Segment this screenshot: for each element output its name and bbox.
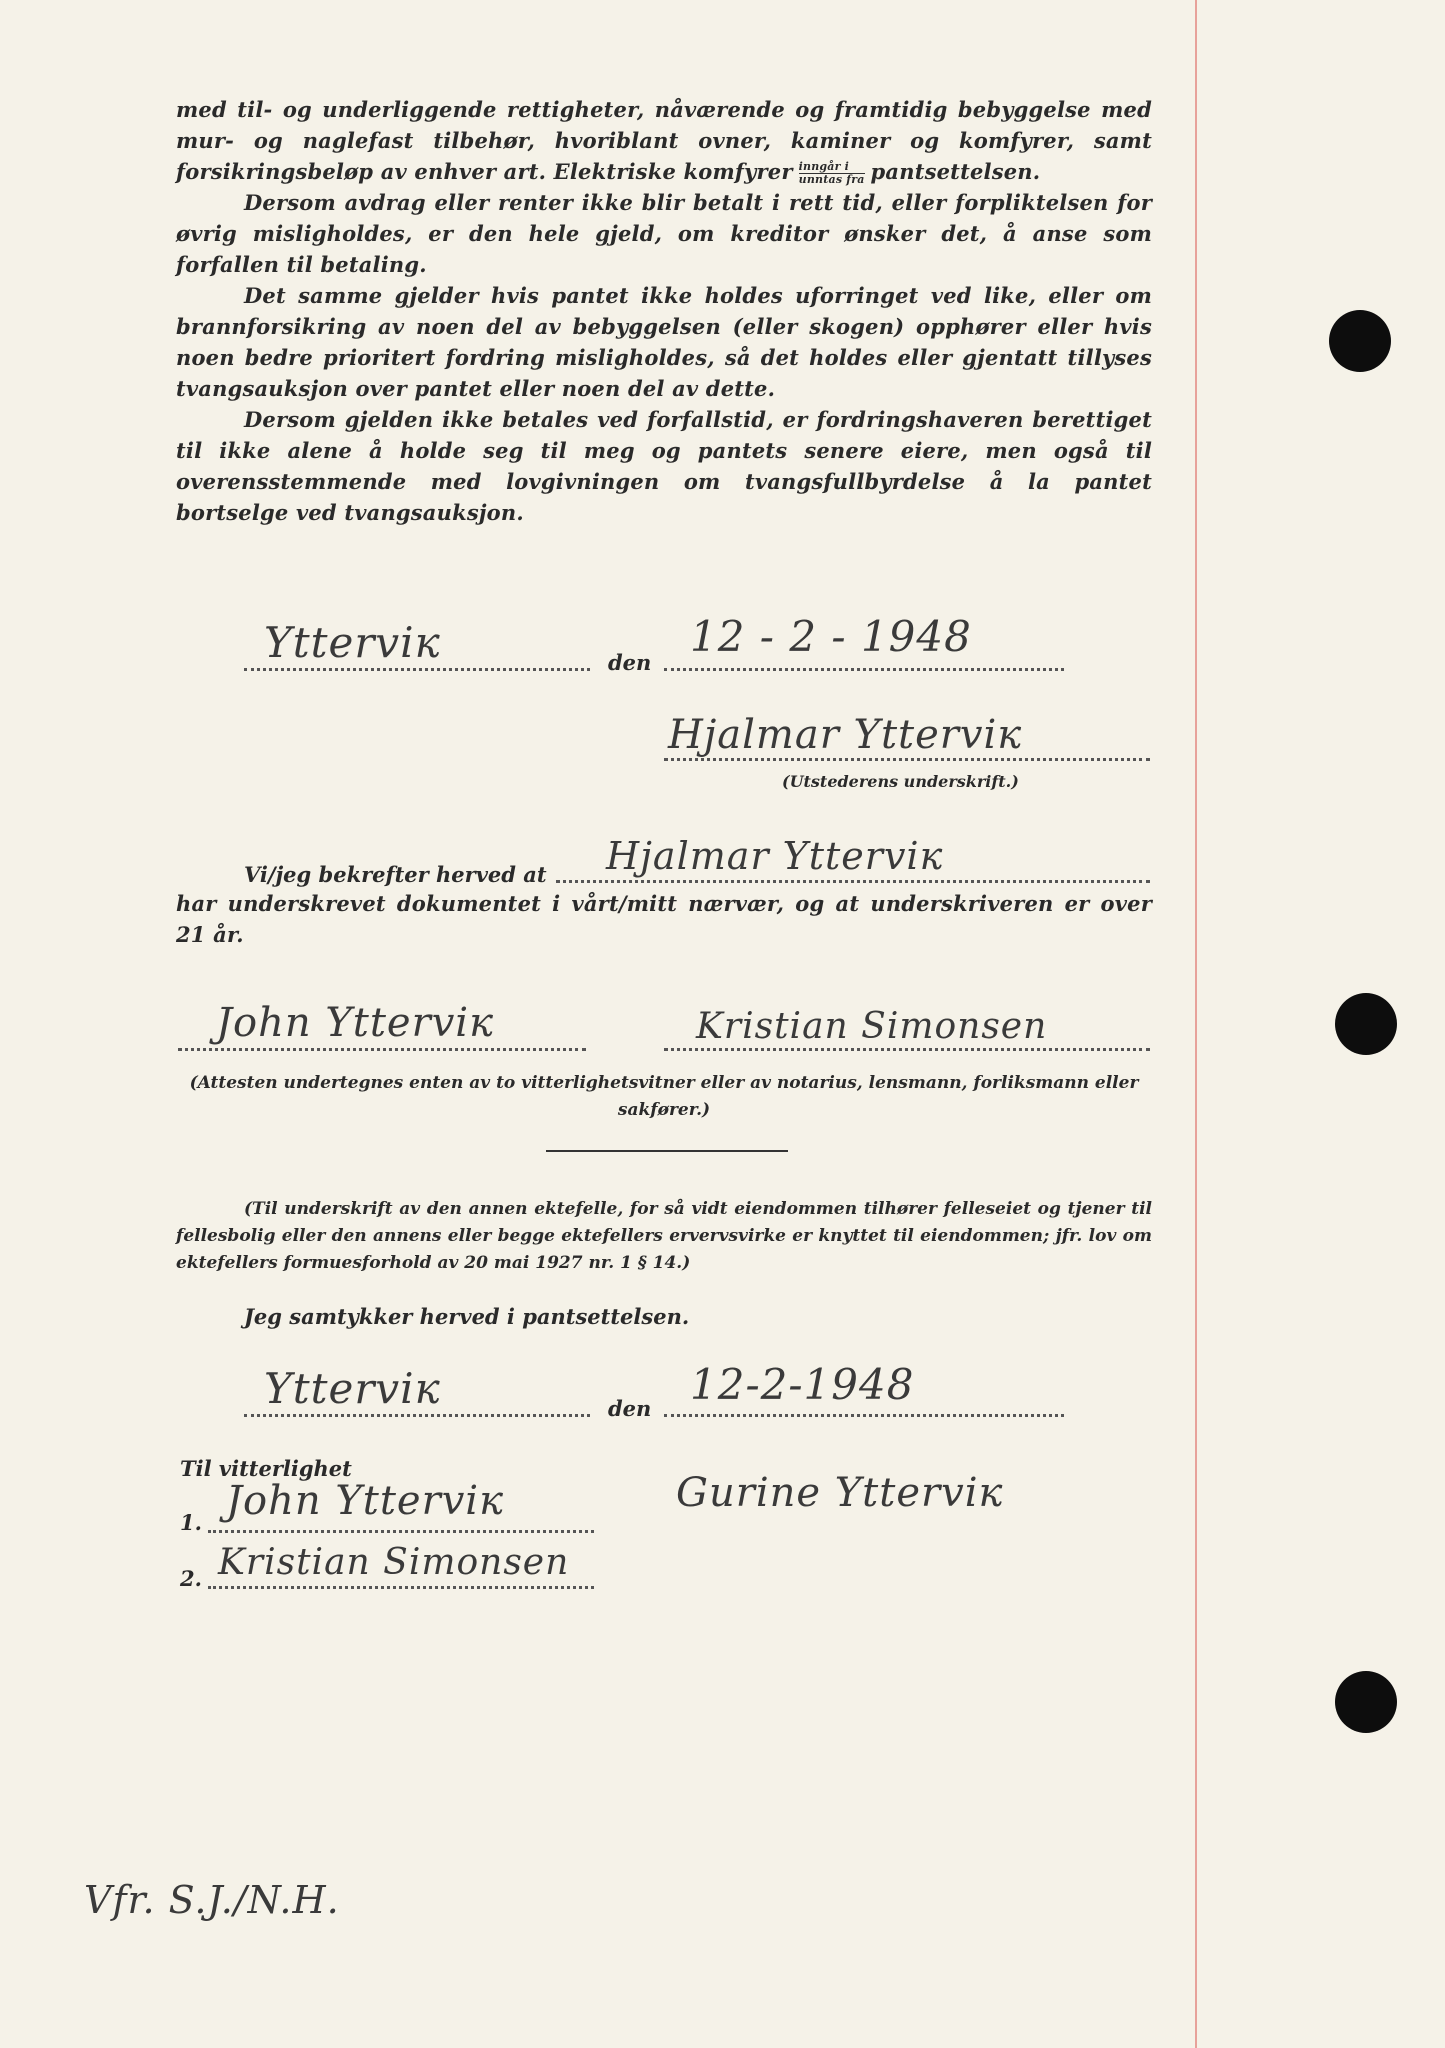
spouse-witness2-line — [208, 1586, 594, 1589]
mortgage-clauses — [176, 94, 1152, 528]
punch-hole — [1335, 1671, 1397, 1733]
attest-note: (Attesten undertegnes enten av to vitterlighetsvitner eller av notarius, lensmann, forliksmann eller sakfører.) — [189, 1073, 1139, 1120]
punch-hole — [1329, 310, 1391, 372]
punch-hole — [1335, 993, 1397, 1055]
place-handwriting: Ytterviк — [264, 618, 441, 667]
spouse-date: 12-2-1948 — [690, 1360, 915, 1409]
attest-rest-text: har underskrevet dokumentet i vårt/mitt nærvær, og at underskriveren er over 21 år. — [176, 891, 1152, 947]
spouse-note: (Til underskrift av den annen ektefelle, for så vidt eiendommen tilhører felleseiet og tjener til fellesbolig eller den annens eller begge ektefellers ervervsvirke er knyttet til eiendommen; jfr. lov om ektefellers formuesforhold av 20 mai 1927 nr. 1 § 14.) — [176, 1199, 1152, 1273]
witness-number-1: 1. — [180, 1510, 202, 1535]
fraction-choice — [799, 161, 865, 186]
witness1-line — [178, 1048, 586, 1051]
attest-witness1: John Ytterviк — [216, 1000, 494, 1046]
spouse-date-line — [664, 1414, 1064, 1417]
date-dotted-line — [664, 668, 1064, 671]
issuer-caption: (Utstederens underskrift.) — [782, 772, 1019, 791]
fraction-top: inngår i — [799, 161, 865, 174]
clause-3: Det samme gjelder hvis pantet ikke holdes uforringet ved like, eller om brannforsikring av noen del av bebyggelsen (eller skogen) opphører eller hvis noen bedre prioritert fordring misligholdes, så det holdes eller gjentatt tillyses tvangsauksjon over pantet eller noen del av dette. — [176, 283, 1152, 401]
divider — [546, 1150, 788, 1152]
fraction-bottom: unntas fra — [798, 173, 865, 186]
attest-lead: Vi/jeg bekrefter herved at — [244, 862, 547, 887]
spouse-witness1: John Ytterviк — [226, 1478, 504, 1524]
spouse-consent: Jeg samtykker herved i pantsettelsen. — [244, 1304, 690, 1329]
attest-rest — [176, 888, 1152, 950]
spouse-signature: Gurine Ytterviк — [676, 1470, 1004, 1516]
issuer-signature-line — [664, 758, 1150, 761]
spouse-place: Ytterviк — [264, 1364, 441, 1413]
issuer-signature: Hjalmar Ytterviк — [668, 712, 1023, 758]
witness-heading: Til vitterlighet — [180, 1456, 352, 1481]
red-margin-line — [1195, 0, 1197, 2048]
witness2-line — [664, 1048, 1150, 1051]
clause-2: Dersom avdrag eller renter ikke blir betalt i rett tid, eller forpliktelsen for øvrig misligholdes, er den hele gjeld, om kreditor ønsker det, å anse som forfallen til betaling. — [176, 190, 1152, 277]
date-handwriting: 12 - 2 - 1948 — [690, 612, 972, 661]
clause-4: Dersom gjelden ikke betales ved forfallstid, er fordringshaveren berettiget til ikke alene å holde seg til meg og pantets senere eiere, men også til overensstemmende med lovgivningen om tvangsfullbyrdelse å la pantet bortselge ved tvangsauksjon. — [176, 407, 1152, 525]
den-label: den — [608, 650, 652, 675]
clause-1 — [176, 94, 1152, 187]
spouse-witness2: Kristian Simonsen — [218, 1542, 570, 1583]
attest-name: Hjalmar Ytterviк — [606, 834, 944, 878]
clerk-initials: Vfr. S.J./N.H. — [84, 1878, 340, 1922]
spouse-den-label: den — [608, 1396, 652, 1421]
attest-name-line — [556, 880, 1150, 883]
attest-witness2: Kristian Simonsen — [696, 1006, 1048, 1047]
place-dotted-line — [244, 668, 590, 671]
clause-1-end: pantsettelsen. — [870, 159, 1041, 184]
witness-number-2: 2. — [180, 1566, 202, 1591]
spouse-place-line — [244, 1414, 590, 1417]
clause-1-text: med til- og underliggende rettigheter, nåværende og framtidig bebyggelse med mur- og naglefast tilbehør, hvoriblant ovner, kaminer og komfyrer, samt forsikringsbeløp av enhver art. Elektriske komfyrer — [176, 97, 1152, 184]
spouse-witness1-line — [208, 1530, 594, 1533]
